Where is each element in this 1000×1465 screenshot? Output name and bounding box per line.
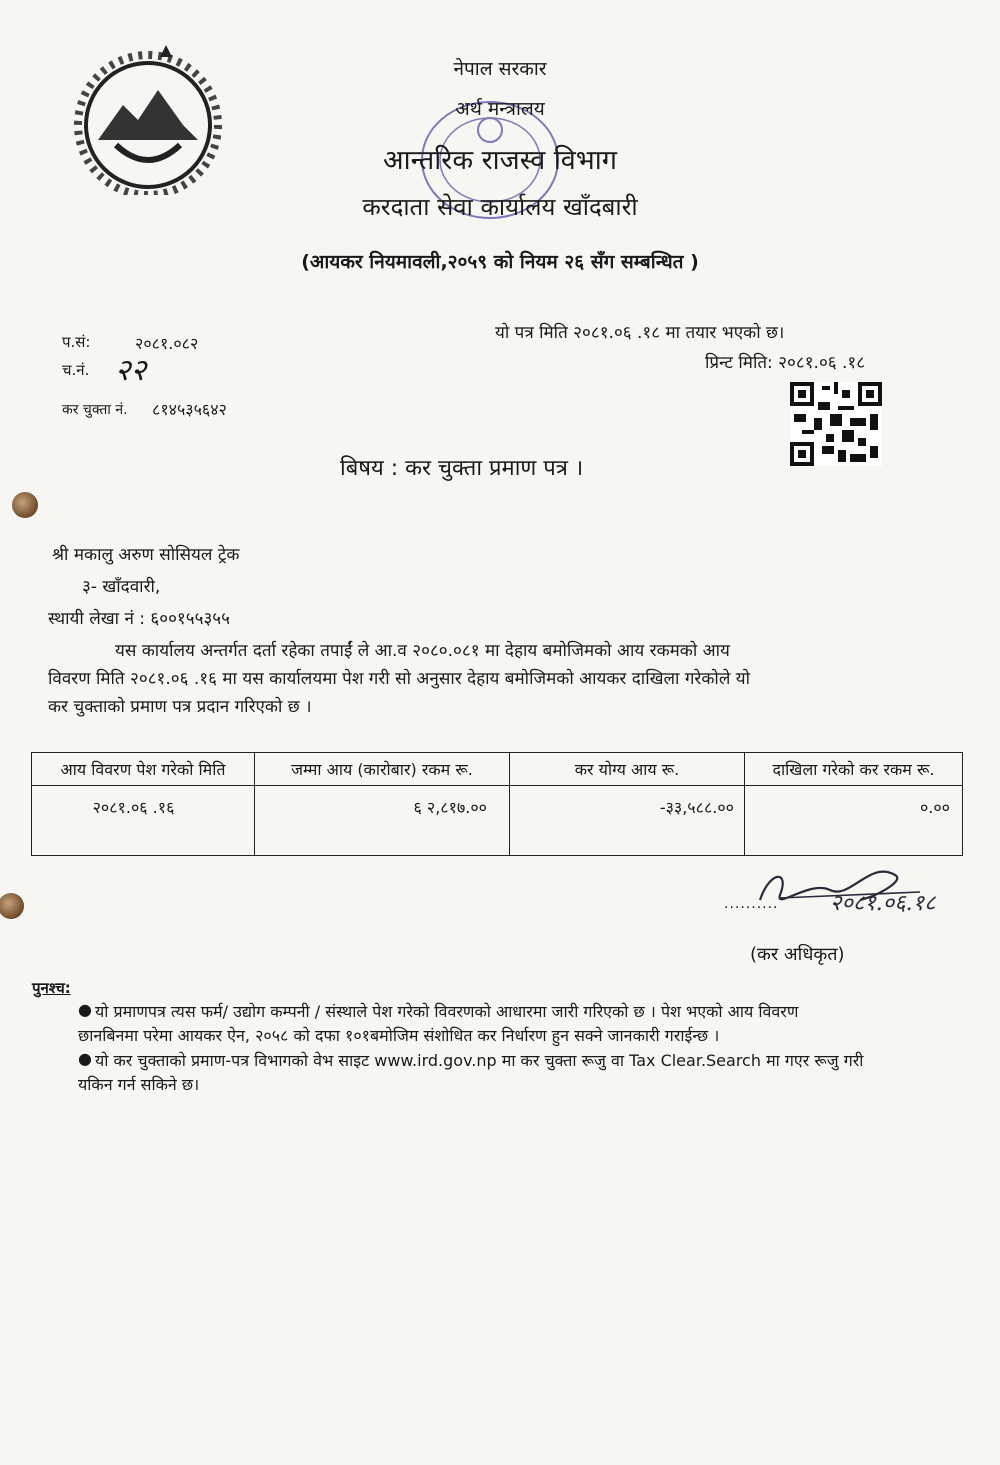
table-row [32, 786, 963, 856]
prepared-date: यो पत्र मिति २०८१.०६ .१८ मा तयार भएको छ। [495, 323, 785, 343]
print-date: प्रिन्ट मिति: २०८१.०६ .१८ [705, 353, 866, 373]
qr-code [790, 382, 882, 466]
notes-label: पुनश्च: [32, 979, 71, 997]
header-rule-reference: (आयकर नियमावली,२०५९ को नियम २६ सँग सम्बन्धित ) [301, 251, 699, 273]
col-tax-paid: दाखिला गरेको कर रकम रू. [745, 753, 963, 786]
cell-total-income: ६ २,८१७.०० [255, 786, 510, 856]
cell-tax-paid: ०.०० [745, 786, 963, 856]
punch-hole-bottom [0, 893, 24, 919]
body-line-3: कर चुक्ताको प्रमाण पत्र प्रदान गरिएको छ । [48, 697, 312, 717]
col-return-date: आय विवरण पेश गरेको मिति [32, 753, 255, 786]
signature-title: (कर अधिकृत) [750, 944, 845, 965]
punch-hole-top [12, 492, 38, 518]
note-2-line-2: यकिन गर्न सकिने छ। [78, 1075, 200, 1094]
note-1-line-2: छानबिनमा परेमा आयकर ऐन, २०५८ को दफा १०१बमोजिम संशोधित कर निर्धारण हुन सक्ने जानकारी गराईन्छ । [78, 1026, 720, 1045]
clearance-label: कर चुक्ता नं. [62, 402, 128, 418]
cell-return-date: २०८१.०६ .१६ [32, 786, 255, 856]
header-ministry: अर्थ मन्त्रालय [455, 98, 545, 120]
note-1-line-1: यो प्रमाणपत्र त्यस फर्म/ उद्योग कम्पनी / संस्थाले पेश गरेको विवरणको आधारमा जारी गरिएको छ । पेश भएको आय विवरण [95, 1002, 799, 1021]
recipient-name: श्री मकालु अरुण सोसियल ट्रेक [52, 545, 240, 565]
cn-label: च.नं. [62, 361, 90, 379]
recipient-pan: स्थायी लेखा नं : ६००१५५३५५ [48, 609, 230, 629]
header-department: आन्तरिक राजस्व विभाग [382, 145, 617, 176]
cell-taxable-income: -३३,५८८.०० [510, 786, 745, 856]
cn-value-handwritten: २२ [115, 353, 147, 388]
tax-details-table [31, 752, 963, 856]
ps-value: २०८१.०८२ [135, 334, 199, 353]
note-2-line-1: यो कर चुक्ताको प्रमाण-पत्र विभागको वेभ साइट www.ird.gov.np मा कर चुक्ता रूजु वा Tax Clear.Search मा गएर रूजु गरी [95, 1051, 864, 1070]
bullet-icon: ● [78, 1000, 92, 1019]
col-total-income: जम्मा आय (कारोबार) रकम रू. [255, 753, 510, 786]
body-line-1: यस कार्यालय अन्तर्गत दर्ता रहेका तपाईं ले आ.व २०८०.०८१ मा देहाय बमोजिमको आय रकमको आय [115, 641, 730, 661]
header-office: करदाता सेवा कार्यालय खाँदबारी [362, 193, 638, 221]
recipient-address: ३- खाँदवारी, [82, 577, 161, 597]
table-header-row [32, 753, 963, 786]
signature-handwritten-date: २०८१.०६.१८ [830, 891, 936, 916]
clearance-number: ८१४५३५६४२ [152, 400, 227, 419]
col-taxable-income: कर योग्य आय रू. [510, 753, 745, 786]
header-government: नेपाल सरकार [453, 58, 547, 80]
subject-line: बिषय : कर चुक्ता प्रमाण पत्र । [340, 456, 584, 481]
ps-label: प.सं: [62, 333, 91, 351]
bullet-icon: ● [78, 1049, 92, 1068]
body-line-2: विवरण मिति २०८१.०६ .१६ मा यस कार्यालयमा पेश गरी सो अनुसार देहाय बमोजिमको आयकर दाखिला गरेकोले यो [48, 669, 751, 689]
signature-dots: .......... [724, 896, 779, 912]
